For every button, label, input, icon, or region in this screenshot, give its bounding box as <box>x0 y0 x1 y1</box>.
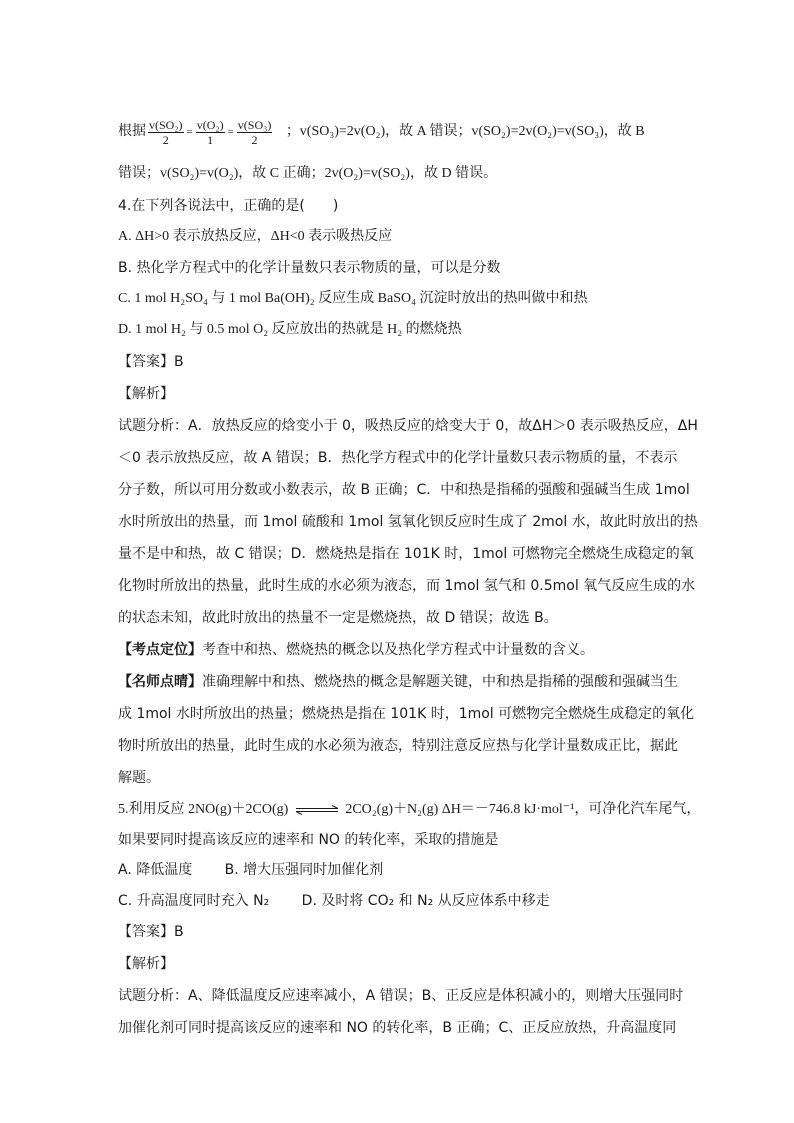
q3-line2: 错误；v(SO₂)=v(O₂)，故 C 正确；2v(O₂)=v(SO₂)，故 D 错误。 <box>118 166 498 181</box>
q4-analysis-line: ＜0 表示放热反应，故 A 错误；B．热化学方程式中的化学计量数只表示物质的量，不表示 <box>118 450 678 466</box>
kaodian-label: 【考点定位】 <box>118 642 202 658</box>
q5-stem-products: 2CO₂(g)＋N₂(g) ΔH＝－746.8 kJ·mol⁻¹，可净化汽车尾气， <box>345 802 701 817</box>
mingshi-text: 准确理解中和热、燃烧热的概念是解题关键，中和热是指稀的强酸和强碱当生 <box>202 674 678 690</box>
q4-analysis-line: 水时所放出的热量，而 1mol 硫酸和 1mol 氢氧化钡反应时生成了 2mol 水，故此时放出的热 <box>118 514 698 530</box>
q4-option-a: A. ΔH>0 表示放热反应，ΔH<0 表示吸热反应 <box>118 229 393 244</box>
q5-stem-reactants: 5.利用反应 2NO(g)＋2CO(g) <box>118 802 289 817</box>
q3-ratio-line <box>118 112 678 152</box>
fraction-o2: $\frac{\text{v(O₂)}}{1}$ <box>196 117 224 147</box>
q3-lead: 根据 <box>118 124 146 140</box>
q5-analysis-line: 加催化剂可同时提高该反应的速率和 NO 的转化率，B 正确；C、正反应放热，升高温度同 <box>118 1020 677 1036</box>
q4-mingshi-line: 成 1mol 水时所放出的热量；燃烧热是指在 101K 时，1mol 可燃物完全燃烧生成稳定的氧化 <box>118 706 695 722</box>
q4-analysis-title: 【解析】 <box>118 386 174 402</box>
q4-mingshi <box>118 672 678 692</box>
fraction-so2: $\frac{\text{v(SO₂)}}{2}$ <box>149 117 183 147</box>
q4-option-d: D. 1 mol H₂ 与 0.5 mol O₂ 反应放出的热就是 H₂ 的燃烧热 <box>118 322 462 337</box>
q4-option-b: B. 热化学方程式中的化学计量数只表示物质的量，可以是分数 <box>118 260 501 276</box>
q3-line1-rest: ；v(SO₃)=2v(O₂)，故 A 错误；v(SO₂)=2v(O₂)=v(SO₃)，故 B <box>285 124 645 140</box>
q4-option-c: C. 1 mol H₂SO₄ 与 1 mol Ba(OH)₂ 反应生成 BaSO₄ 沉淀时放出的热叫做中和热 <box>118 291 588 306</box>
q4-analysis-line: 试题分析：A．放热反应的焓变小于 0，吸热反应的焓变大于 0，故ΔH＞0 表示吸热反应，ΔH <box>118 418 698 434</box>
q4-answer: 【答案】B <box>118 354 184 370</box>
q4-stem: 4.在下列各说法中，正确的是( ) <box>118 198 339 214</box>
q4-mingshi-line: 物时所放出的热量，此时生成的水必须为液态，特别注意反应热与化学计量数成正比，据此 <box>118 738 678 754</box>
q4-kaodian <box>118 640 678 660</box>
equals-sign: = <box>227 126 234 138</box>
q5-stem-line2: 如果要同时提高该反应的速率和 NO 的转化率，采取的措施是 <box>118 832 499 848</box>
fraction-so3: $\frac{\text{v(SO₃)}}{2}$ <box>237 117 272 147</box>
q5-analysis-title: 【解析】 <box>118 956 174 972</box>
kaodian-text: 考查中和热、燃烧热的概念以及热化学方程式中计量数的含义。 <box>202 642 594 658</box>
q5-options-ab: A. 降低温度 B. 增大压强同时加催化剂 <box>118 862 384 878</box>
q4-mingshi-line: 解题。 <box>118 770 160 786</box>
q5-answer: 【答案】B <box>118 924 184 940</box>
q5-options-cd: C. 升高温度同时充入 N₂ D. 及时将 CO₂ 和 N₂ 从反应体系中移走 <box>118 893 550 909</box>
q4-analysis-line: 的状态未知，故此时放出的热量不一定是燃烧热，故 D 错误；故选 B。 <box>118 610 558 626</box>
q4-analysis-line: 量不是中和热，故 C 错误；D．燃烧热是指在 101K 时，1mol 可燃物完全燃烧生成稳定的氧 <box>118 546 694 562</box>
q5-analysis-line: 试题分析：A、降低温度反应速率减小，A 错误；B、正反应是体积减小的，则增大压强同时 <box>118 988 684 1004</box>
q4-analysis-line: 化物时所放出的热量，此时生成的水必须为液态，而 1mol 氢气和 0.5mol 氧气反应生成的水 <box>118 578 696 594</box>
q4-analysis-line: 分子数，所以可用分数或小数表示，故 B 正确；C．中和热是指稀的强酸和强碱当生成 1mol <box>118 482 690 498</box>
q5-stem <box>118 800 701 820</box>
equilibrium-arrow-icon <box>294 805 340 815</box>
equals-sign: = <box>186 126 193 138</box>
mingshi-label: 【名师点晴】 <box>118 674 202 690</box>
